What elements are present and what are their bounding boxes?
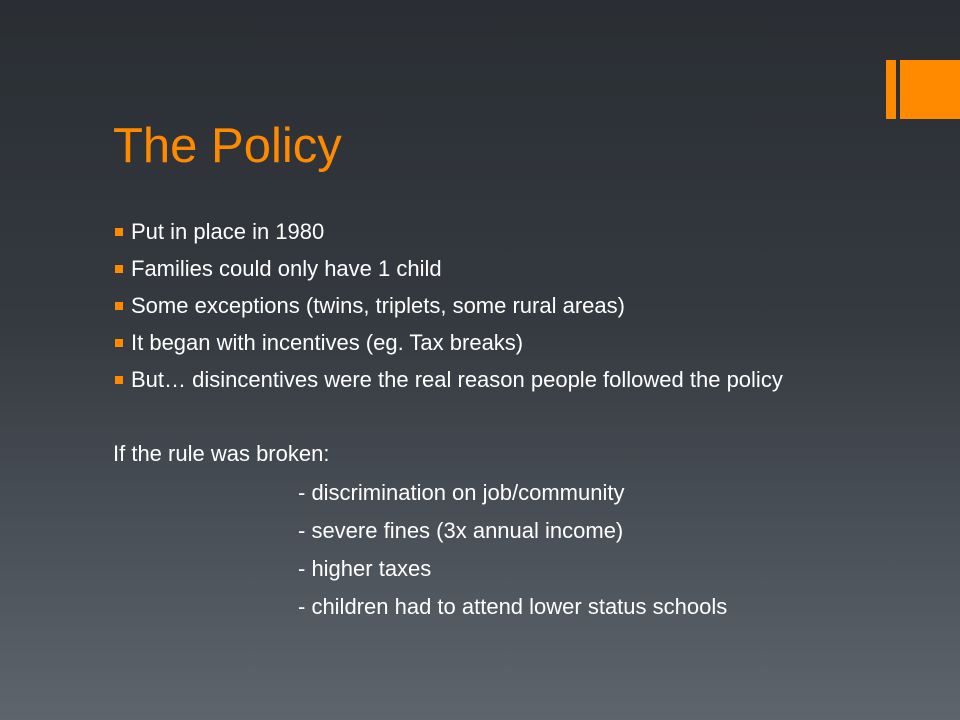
consequence-item: - children had to attend lower status schools bbox=[298, 594, 728, 619]
bullet-item bbox=[113, 290, 873, 322]
consequence-list bbox=[298, 477, 727, 629]
accent-bar-thin bbox=[886, 60, 896, 119]
bullet-text: It began with incentives (eg. Tax breaks) bbox=[131, 330, 524, 355]
consequence-item: - severe fines (3x annual income) bbox=[298, 518, 624, 543]
square-bullet-icon bbox=[115, 339, 123, 347]
bullet-item bbox=[113, 216, 873, 248]
bullet-list bbox=[113, 216, 873, 401]
bullet-item bbox=[113, 327, 873, 359]
slide-title: The Policy bbox=[113, 119, 342, 173]
square-bullet-icon bbox=[115, 302, 123, 310]
square-bullet-icon bbox=[115, 265, 123, 273]
consequence-item: - discrimination on job/community bbox=[298, 480, 625, 505]
bullet-item bbox=[113, 253, 873, 285]
square-bullet-icon bbox=[115, 376, 123, 384]
accent-bar-block bbox=[900, 60, 960, 119]
bullet-text: But… disincentives were the real reason people followed the policy bbox=[131, 367, 783, 392]
bullet-text: Families could only have 1 child bbox=[131, 256, 442, 281]
bullet-text: Some exceptions (twins, triplets, some rural areas) bbox=[131, 293, 625, 318]
bullet-item bbox=[113, 364, 873, 396]
consequence-item: - higher taxes bbox=[298, 556, 432, 581]
consequence-intro: If the rule was broken: bbox=[113, 441, 330, 466]
bullet-text: Put in place in 1980 bbox=[131, 219, 325, 244]
square-bullet-icon bbox=[115, 228, 123, 236]
